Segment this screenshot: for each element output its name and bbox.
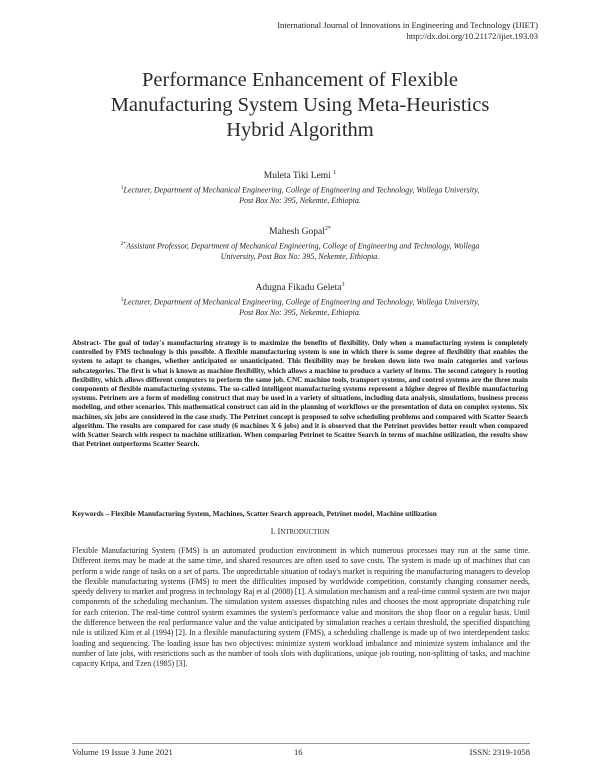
doi-link[interactable]: http://dx.doi.org/10.21172/ijiet.193.03	[406, 31, 538, 41]
title-line-3: Hybrid Algorithm	[226, 119, 374, 141]
author-affiliation-3: $^3$Lecturer, Department of Mechanical Engineering, College of Engineering and Technology, Wollega University, Post Box No: 395, Nekemte, Ethiopia.	[120, 297, 480, 318]
keywords: Keywords – Flexible Manufacturing System, Machines, Scatter Search approach, Petrinet model, Machine utilization	[72, 509, 437, 518]
journal-name: International Journal of Innovations in Engineering and Technology (IJIET)	[277, 20, 538, 30]
abstract: Abstract- The goal of today's manufacturing strategy is to maximize the benefits of flexibility. Only when a manufacturing system is completely controlled by FMS technology is this possible. A flexible manufacturing system is one in which there is some degree of flexibility that enables the system to adapt to changes, whether anticipated or unanticipated. This flexibility may be broken down into two main categories and various subcategories. The first is what is known as machine flexibility, which allows a machine to produce a variety of items. The second category is routing flexibility, which allows different computers to perform the same job. CNC machine tools, transport systems, and control systems are the three main components of flexible manufacturing systems. The so-called intelligent manufacturing systems represent a higher degree of flexible manufacturing systems. Petrinets are a form of modeling construct that may be used in a variety of situations, including data analysis, simulations, business process modeling, and other scenarios. This mathematical construct can aid in the planning of workflows or the presentation of data on complex systems. Six machines, six jobs are considered in the case study. The Petrinet concept is proposed to solve scheduling problems and compared with Scatter Search algorithm. The results are compared for case study (6 machines X 6 jobs) and it is observed that the Petrinet provides better result when compared with Scatter Search with respect to machine utilization. When comparing Petrinet to Scatter Search in terms of machine utilization, the results show that Petrinet outperforms Scatter Search.	[72, 339, 528, 449]
journal-header	[277, 20, 538, 42]
title-line-2: Manufacturing System Using Meta-Heuristics	[110, 94, 490, 116]
paper-title	[60, 68, 540, 143]
title-line-1: Performance Enhancement of Flexible	[142, 69, 458, 91]
footer-divider	[72, 743, 530, 744]
author-affiliation-2: $^{2*}$Assistant Professor, Department of Mechanical Engineering, College of Engineering and Technology, Wollega University, Post Box No: 395, Nekemte, Ethiopia.	[120, 241, 480, 262]
section-heading-introduction: I. INTRODUCTION	[270, 527, 330, 536]
author-affiliation-1: $^1$Lecturer, Department of Mechanical Engineering, College of Engineering and Technology, Wollega University, Post Box No: 395, Nekemte, Ethiopia.	[120, 185, 480, 206]
footer-page-number: 16	[294, 747, 303, 757]
footer-issn: ISSN: 2319-1058	[469, 747, 530, 757]
author-name-1: Muleta Tiki Lemi $^1$	[263, 170, 337, 182]
footer-volume: Volume 19 Issue 3 June 2021	[72, 747, 173, 757]
introduction-paragraph: Flexible Manufacturing System (FMS) is an automated production environment in which numerous processes may run at the same time. Different items may be made at the same time, and shared resources are often used to save costs. The system is made up of machines that can perform a wide range of tasks on a set of parts. The unpredictable situation of today's market is requiring the manufacturing managers to develop the flexible manufacturing systems (FMS) to meet the difficulties imposed by worldwide competition, constantly changing consumer needs, speedy delivery to market and progress in technology Raj et al (2008) [1]. A simulation mechanism and a real-time control system are two major components of the scheduling mechanism. The simulation system assesses dispatching rules and chooses the most appropriate dispatching rule for each criterion. The real-time control system examines the system's performance value and monitors the shop floor on a regular basis. Until the difference between the real performance value and the value anticipated by simulation reaches a certain threshold, the specified dispatching rule is utilized Kim et al (1994) [2]. In a flexible manufacturing system (FMS), a scheduling challenge is made up of two interdependent tasks: loading and sequencing. The loading issue has two objectives: minimize system workload imbalance and minimize system imbalance and the number of late jobs, with restrictions such as the number of tools slots with duplications, unique job routing, non-splitting of tasks, and machine capacity Kripa, and Tzen (1985) [3].	[72, 546, 530, 669]
author-name-3: Adugna Fikadu Geleta$^3$	[255, 282, 345, 294]
author-name-2: Mahesh Gopal$^{2*}$	[269, 226, 331, 238]
